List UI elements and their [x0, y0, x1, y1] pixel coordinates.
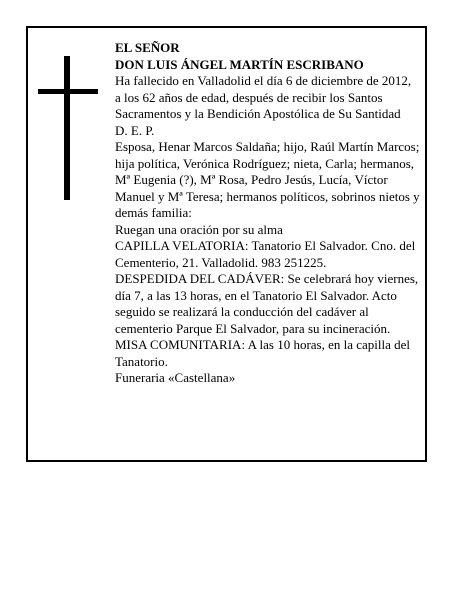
cross-vertical-bar — [64, 56, 70, 200]
notice-dep: D. E. P. — [115, 122, 155, 138]
notice-funeral-home: Funeraria «Castellana» — [115, 370, 236, 385]
cross-horizontal-bar — [38, 89, 98, 94]
obituary-notice — [26, 26, 427, 462]
notice-title-line1: EL SEÑOR — [115, 40, 180, 55]
notice-farewell: DESPEDIDA DEL CADÁVER: Se celebrará hoy viernes, día 7, a las 13 horas, en el Tanatorio El Salvador. Acto seguido se realizará la conducción del cadáver al cementerio Parque El Salvador, para su incineración. MISA COMUNITARIA: A las 10 horas, en la capilla del Tanatorio. — [115, 271, 419, 369]
notice-family: Esposa, Henar Marcos Saldaña; hijo, Raúl Martín Marcos; hija política, Verónica Rodríguez; nieta, Carla; hermanos, Mª Eugenia (?), Mª Rosa, Pedro Jesús, Lucía, Víctor Manuel y Mª Teresa; hermanos políticos, sobrinos nietos y demás familia: — [115, 139, 420, 220]
notice-text — [115, 40, 420, 387]
notice-death-text: Ha fallecido en Valladolid el día 6 de diciembre de 2012, a los 62 años de edad, después de recibir los Santos Sacramentos y la Bendición Apostólica de Su Santidad — [115, 73, 412, 121]
notice-chapel: CAPILLA VELATORIA: Tanatorio El Salvador. Cno. del Cementerio, 21. Valladolid. 983 251225. — [115, 238, 416, 270]
notice-deceased-name: DON LUIS ÁNGEL MARTÍN ESCRIBANO — [115, 56, 364, 72]
cross-icon — [38, 56, 98, 200]
notice-prayer: Ruegan una oración por su alma — [115, 221, 283, 237]
